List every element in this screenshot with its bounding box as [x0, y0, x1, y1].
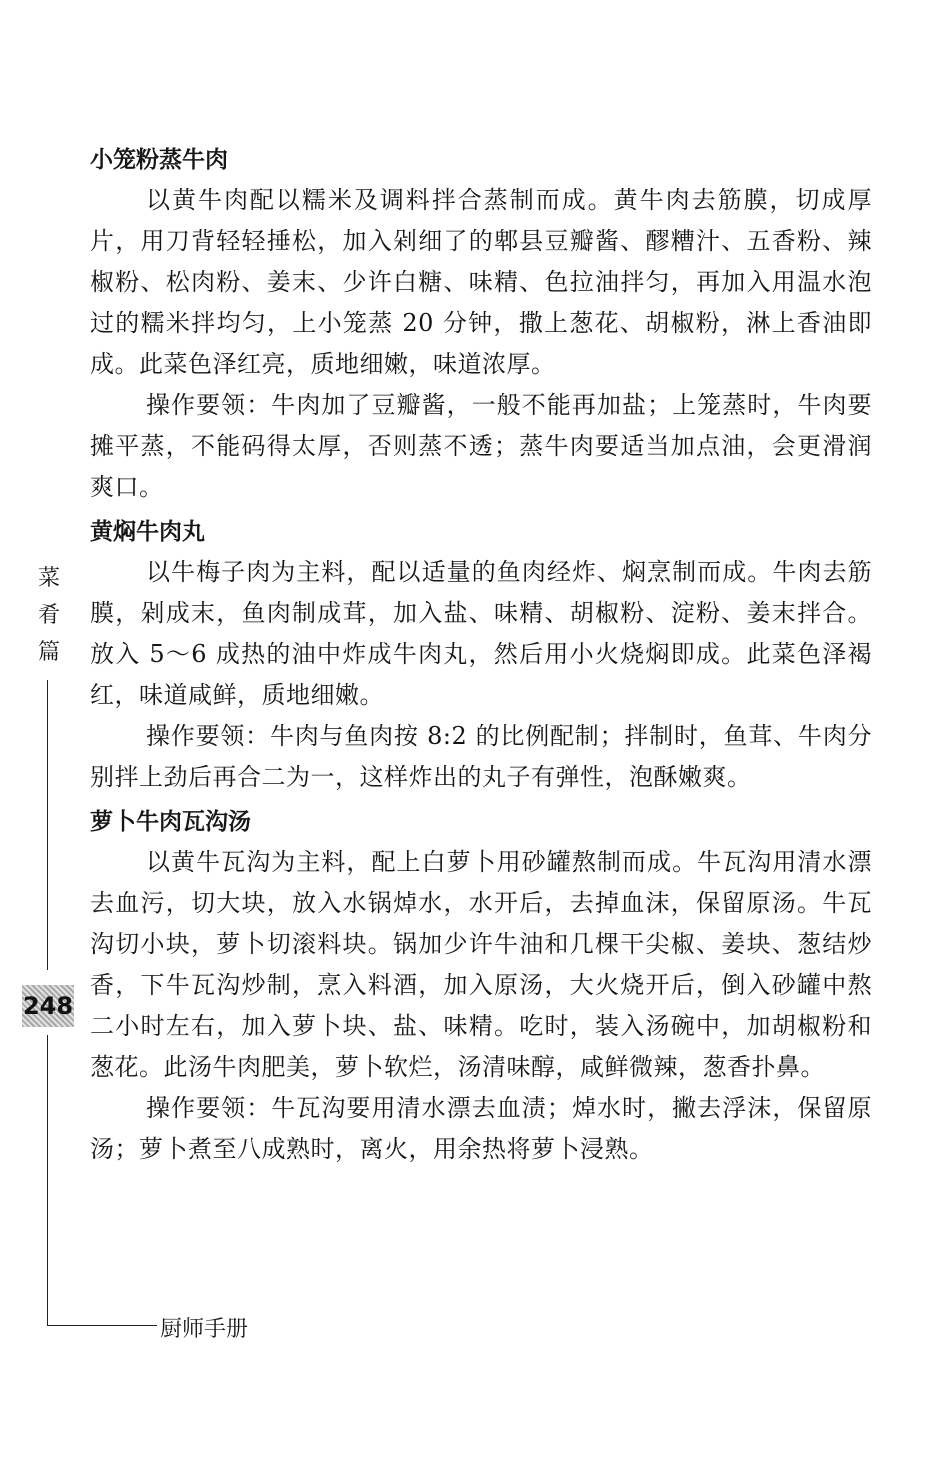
- recipe-description: 以牛梅子肉为主料，配以适量的鱼肉经炸、焖烹制而成。牛肉去筋膜，剁成末，鱼肉制成茸，加入盐、味精、胡椒粉、淀粉、姜末拌合。放入 5～6 成热的油中炸成牛肉丸，然后用小火烧焖即成。此菜色泽褐红，味道咸鲜，质地细嫩。: [90, 558, 872, 709]
- section-label-char: 菜: [37, 566, 60, 591]
- recipe-tips: 操作要领：牛肉加了豆瓣酱，一般不能再加盐；上笼蒸时，牛肉要摊平蒸，不能码得太厚，否则蒸不透；蒸牛肉要适当加点油，会更滑润爽口。: [90, 391, 872, 501]
- page-number: 248: [22, 985, 74, 1027]
- recipe-description: 以黄牛瓦沟为主料，配上白萝卜用砂罐熬制而成。牛瓦沟用清水漂去血污，切大块，放入水锅焯水，水开后，去掉血沫，保留原汤。牛瓦沟切小块，萝卜切滚料块。锅加少许牛油和几棵干尖椒、姜块、葱结炒香，下牛瓦沟炒制，烹入料酒，加入原汤，大火烧开后，倒入砂罐中熬二小时左右，加入萝卜块、盐、味精。吃时，装入汤碗中，加胡椒粉和葱花。此汤牛肉肥美，萝卜软烂，汤清味醇，咸鲜微辣，葱香扑鼻。: [90, 848, 872, 1081]
- side-rule-lower: [47, 1035, 48, 1326]
- section-label-char: 篇: [37, 640, 60, 665]
- recipe-tips: 操作要领：牛瓦沟要用清水漂去血渍；焯水时，撇去浮沫，保留原汤；萝卜煮至八成熟时，离火，用余热将萝卜浸熟。: [90, 1094, 872, 1163]
- section-label-char: 肴: [37, 603, 60, 628]
- recipe: [90, 140, 872, 508]
- recipe-title: 萝卜牛肉瓦沟汤: [90, 809, 251, 835]
- recipe-title: 小笼粉蒸牛肉: [90, 147, 228, 173]
- footer-title: 厨师手册: [160, 1317, 249, 1342]
- side-rule-upper: [47, 680, 48, 970]
- recipe-description: 以黄牛肉配以糯米及调料拌合蒸制而成。黄牛肉去筋膜，切成厚片，用刀背轻轻捶松，加入剁细了的郫县豆瓣酱、醪糟汁、五香粉、辣椒粉、松肉粉、姜末、少许白糖、味精、色拉油拌匀，再加入用温水泡过的糯米拌均匀，上小笼蒸 20 分钟，撒上葱花、胡椒粉，淋上香油即成。此菜色泽红亮，质地细嫩，味道浓厚。: [90, 186, 872, 378]
- footer-rule: [47, 1325, 157, 1326]
- page-content: [90, 140, 872, 1174]
- recipe-title: 黄焖牛肉丸: [90, 519, 205, 545]
- recipe: [90, 802, 872, 1170]
- section-label: [34, 560, 64, 671]
- recipe-tips: 操作要领：牛肉与鱼肉按 8:2 的比例配制；拌制时，鱼茸、牛肉分别拌上劲后再合二为一，这样炸出的丸子有弹性，泡酥嫩爽。: [90, 722, 872, 791]
- recipe: [90, 512, 872, 798]
